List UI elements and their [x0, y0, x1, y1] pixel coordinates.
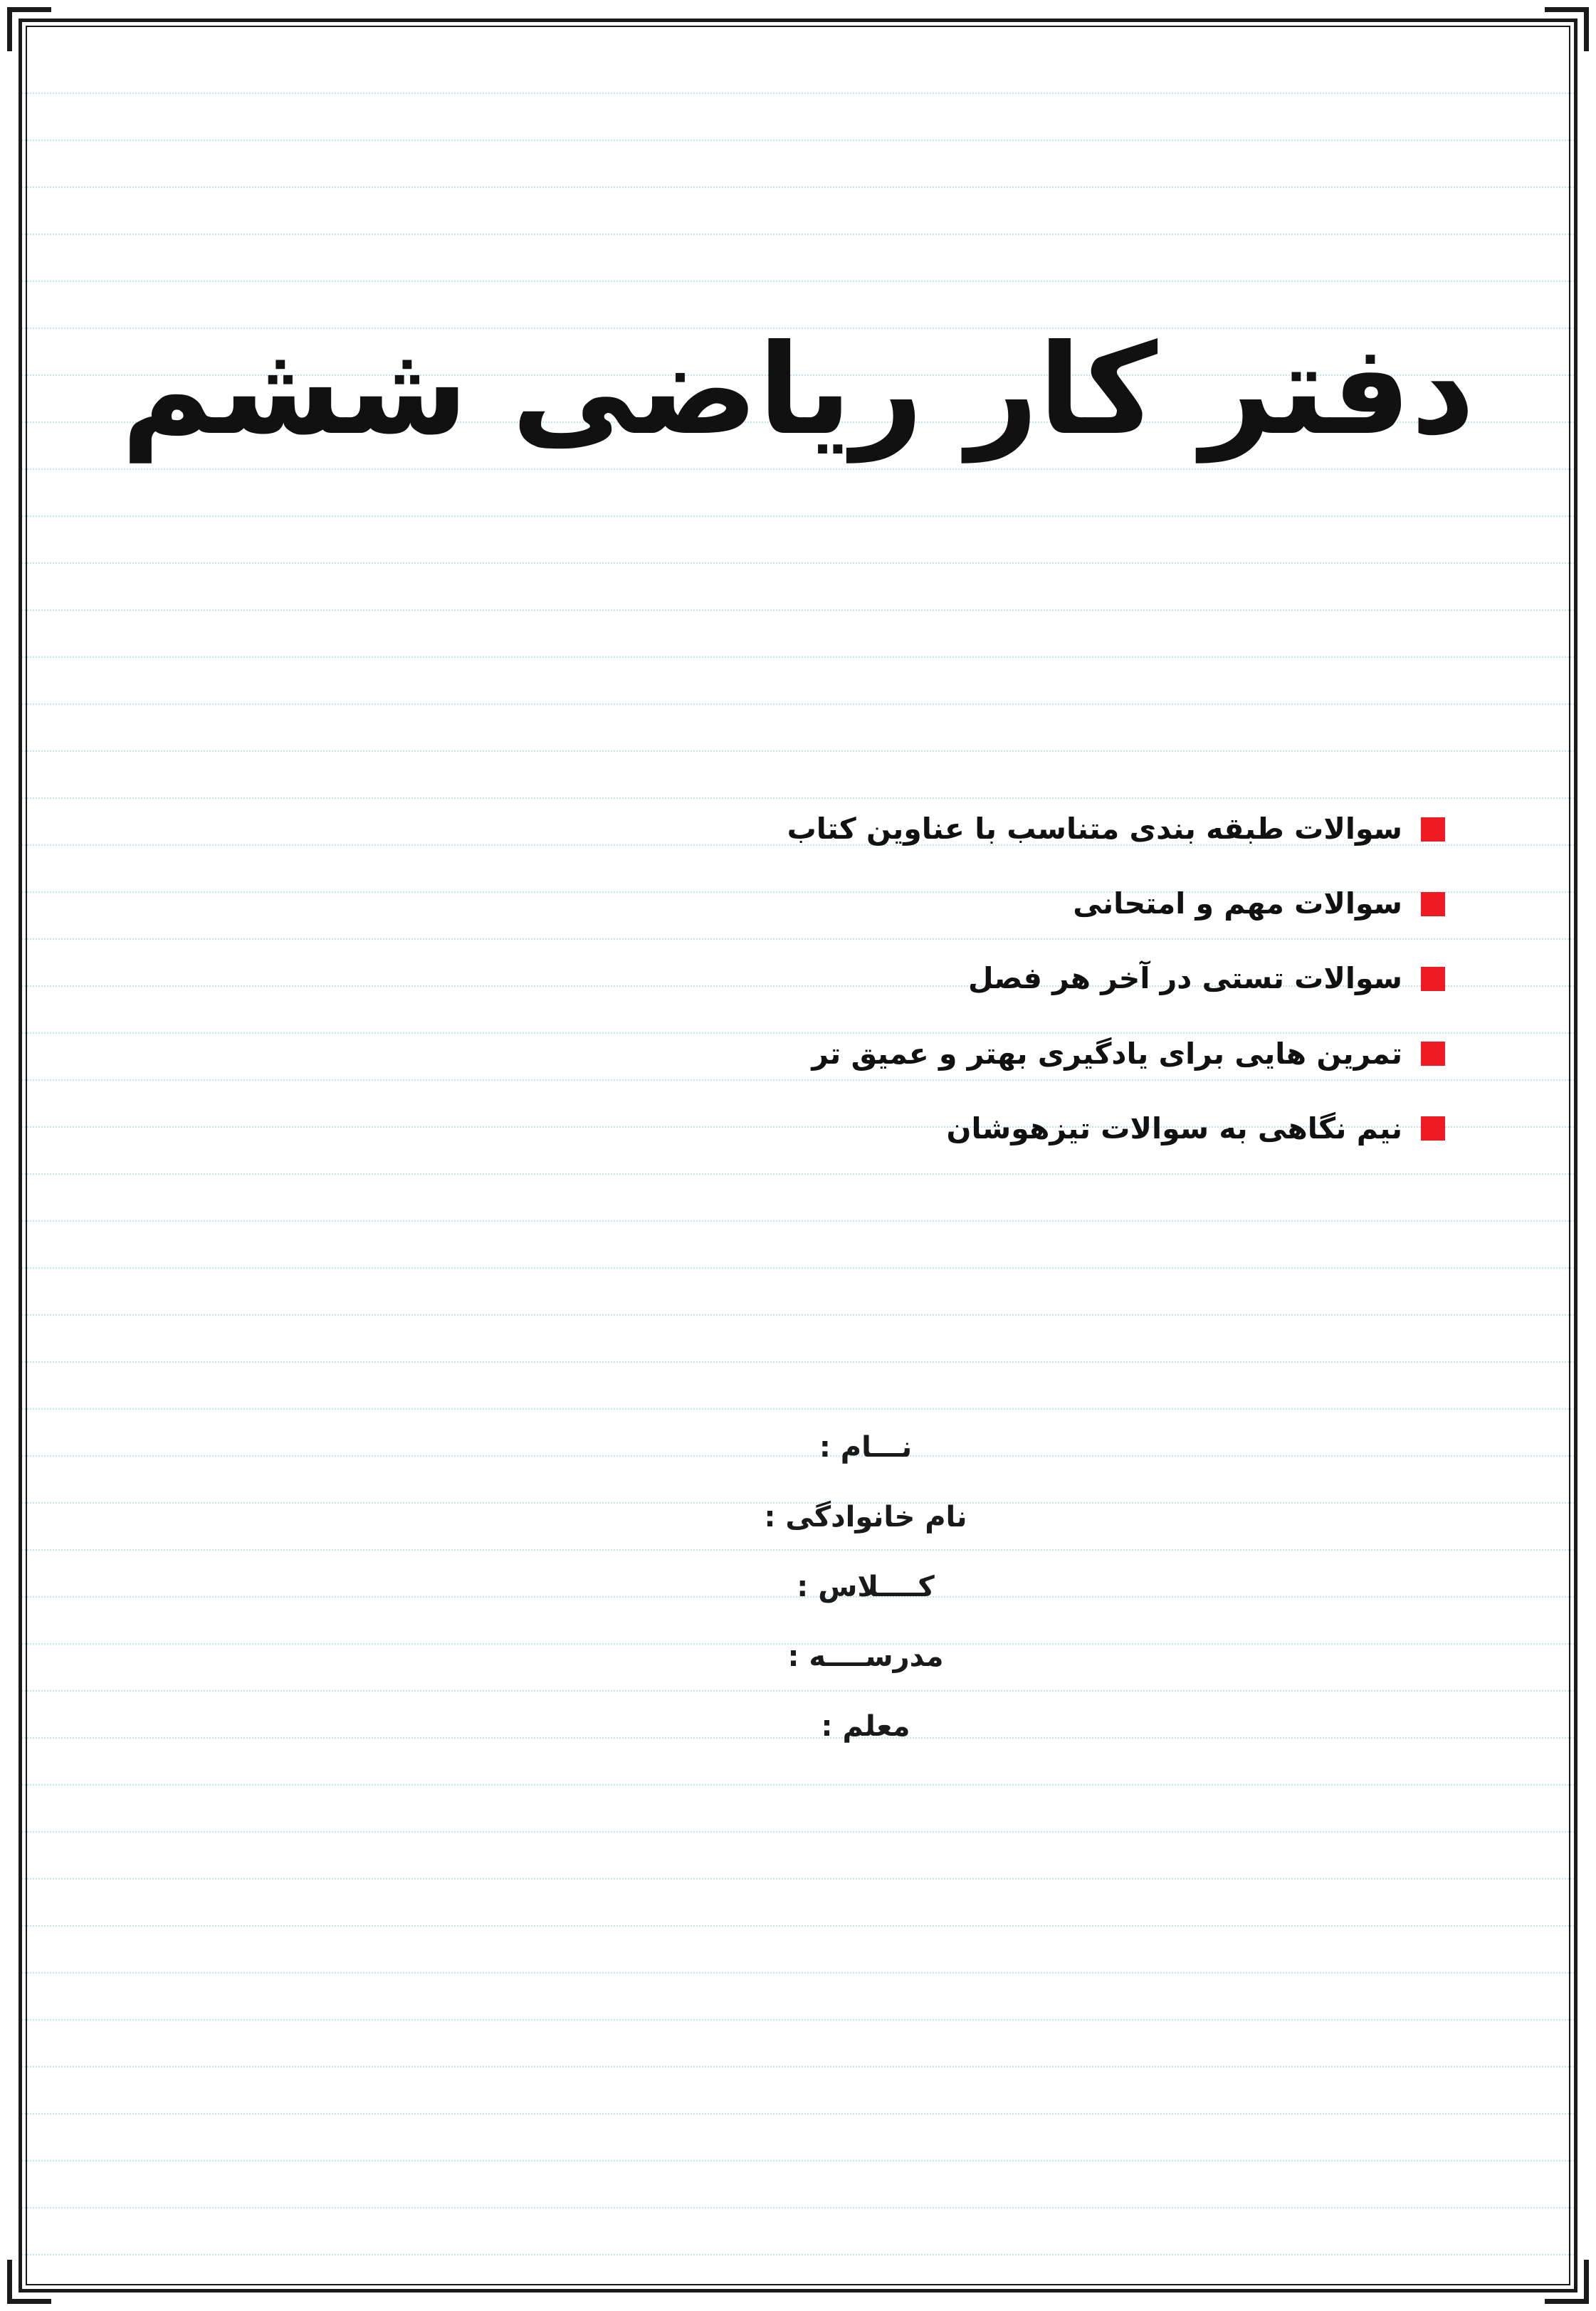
field-label: نـــام : — [819, 1431, 913, 1464]
field-teacher — [0, 1710, 1596, 1743]
feature-list — [194, 812, 1447, 1186]
feature-label: سوالات تستی در آخر هر فصل — [967, 961, 1402, 996]
feature-label: نیم نگاهی به سوالات تیزهوشان — [946, 1111, 1402, 1146]
feature-label: سوالات مهم و امتحانی — [1073, 886, 1402, 921]
list-item — [194, 886, 1447, 921]
field-label: کــــلاس : — [797, 1571, 935, 1603]
feature-label: تمرین هایی برای یادگیری بهتر و عمیق تر — [812, 1036, 1402, 1071]
field-family-name — [0, 1501, 1596, 1534]
field-class — [0, 1571, 1596, 1603]
square-bullet-icon — [1421, 892, 1445, 916]
list-item — [194, 1111, 1447, 1146]
square-bullet-icon — [1421, 1116, 1445, 1141]
square-bullet-icon — [1421, 967, 1445, 991]
page-title: دفتر کار ریاضی ششم — [121, 318, 1475, 463]
list-item — [194, 1037, 1447, 1071]
field-label: نام خانوادگی : — [764, 1501, 967, 1534]
list-item — [194, 961, 1447, 996]
field-school — [0, 1640, 1596, 1673]
field-label: مدرســــه : — [787, 1640, 944, 1673]
square-bullet-icon — [1421, 817, 1445, 842]
field-label: معلم : — [821, 1710, 910, 1743]
feature-label: سوالات طبقه بندی متناسب با عناوین کتاب — [787, 812, 1402, 846]
list-item — [194, 812, 1447, 847]
student-info-fields — [0, 1431, 1596, 1780]
field-name — [0, 1431, 1596, 1464]
square-bullet-icon — [1421, 1042, 1445, 1066]
